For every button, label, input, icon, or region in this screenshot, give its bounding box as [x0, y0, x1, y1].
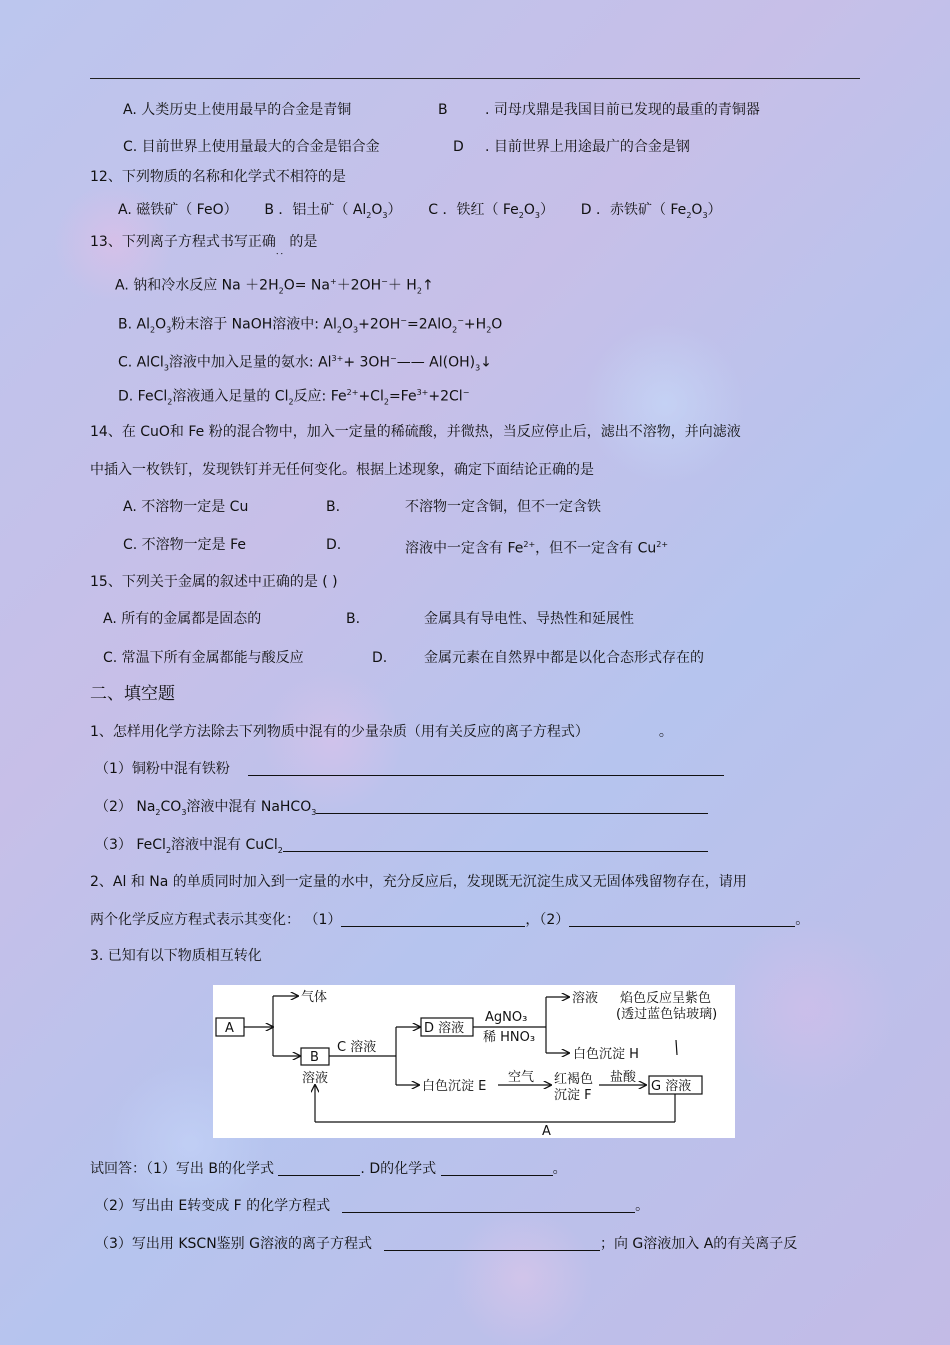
q15-option-a: A. 所有的金属都是固态的 — [103, 611, 262, 627]
f3-question-2: （2）写出由 E转变成 F 的化学方程式 。 — [95, 1198, 650, 1214]
node-solution: 溶液 — [572, 991, 599, 1006]
f1-answer-3-blank[interactable] — [283, 837, 708, 852]
label-air: 空气 — [508, 1070, 535, 1085]
label-agno3: AgNO₃ — [485, 1010, 528, 1025]
node-d: D 溶液 — [424, 1021, 465, 1036]
q15-stem: 15、下列关于金属的叙述中正确的是 ( ) — [90, 574, 338, 590]
node-white-h: 白色沉淀 H — [573, 1047, 639, 1062]
node-gas: 气体 — [301, 990, 328, 1005]
q15-option-b-letter: B. — [346, 611, 361, 627]
f2-answer-2-blank[interactable] — [569, 912, 795, 927]
header-rule — [90, 78, 860, 79]
f3-stem: 3. 已知有以下物质相互转化 — [90, 948, 262, 964]
f3-question-3: （3）写出用 KSCN鉴别 G溶液的离子方程式 ；向 G溶液加入 A的有关离子反 — [95, 1236, 798, 1252]
q12-option-a: A. 磁铁矿（ FeO） — [118, 202, 238, 218]
q11-option-d-letter: D — [453, 139, 464, 155]
q14-option-d-letter: D. — [326, 537, 342, 553]
q13-option-b: B. $Al_2O_3$粉末溶于 NaOH溶液中: $Al_2O_3+2OH^-=2AlO_2^-+H_2O$ — [118, 316, 503, 335]
f1-stem: 1、怎样用化学方法除去下列物质中混有的少量杂质（用有关反应的离子方程式） 。 — [90, 724, 673, 740]
q12-option-b: B ．铝土矿（ $Al_2O_3$） — [264, 202, 402, 220]
node-white-e: 白色沉淀 E — [422, 1079, 487, 1094]
q13-option-c: C. AlCl$_3$溶液中加入足量的氨水: $Al^{3+}+$ 3OH−—— $Al(OH)_3↓$ — [118, 354, 492, 373]
conversion-diagram — [213, 985, 735, 1138]
f3-question-1: 试回答：（1）写出 B的化学式 . D的化学式 。 — [90, 1161, 567, 1177]
section-title: 二、填空题 — [90, 684, 175, 704]
q14-option-a: A. 不溶物一定是 Cu — [123, 499, 249, 515]
q13-stem: 13、下列离子方程式书写正确$_{..}$的是 — [90, 234, 318, 257]
f1-answer-2-blank[interactable] — [316, 799, 708, 814]
node-a: A — [225, 1021, 234, 1036]
label-flame-1: 焰色反应呈紫色 — [620, 991, 712, 1006]
q12-option-c: C ．铁红（ $Fe_2O_3$） — [428, 202, 555, 220]
q11-option-b: . 司母戊鼎是我国目前已发现的最重的青铜器 — [485, 102, 760, 118]
q12-options — [118, 200, 722, 226]
q11-option-a: A. 人类历史上使用最早的合金是青铜 — [123, 102, 352, 118]
node-b: B — [310, 1050, 319, 1065]
f3-b-formula-blank[interactable] — [278, 1161, 360, 1176]
label-flame-2: (透过蓝色钴玻璃) — [616, 1007, 718, 1022]
q14-stem-line2: 中插入一枚铁钉，发现铁钉并无任何变化。根据上述现象，确定下面结论正确的是 — [90, 462, 594, 478]
f1-item-1: （1）铜粉中混有铁粉 — [95, 759, 724, 779]
f2-answer-1-blank[interactable] — [341, 912, 525, 927]
f1-item-3: （3） FeCl$_2$溶液中混有 CuCl$_2$ — [95, 835, 708, 861]
q15-option-c: C. 常温下所有金属都能与酸反应 — [103, 650, 304, 666]
f3-ionic-equation-blank[interactable] — [384, 1236, 600, 1251]
f3-equation-blank[interactable] — [342, 1198, 635, 1213]
q14-option-c: C. 不溶物一定是 Fe — [123, 537, 247, 553]
f1-item-2: （2） $Na_2CO_3$溶液中混有 NaHCO$_3$ — [95, 797, 708, 823]
q12-stem: 12、下列物质的名称和化学式不相符的是 — [90, 169, 346, 185]
q12-option-d: D ．赤铁矿（ $Fe_2O_3$） — [580, 202, 722, 220]
label-hcl: 盐酸 — [610, 1070, 637, 1085]
f1-answer-1-blank[interactable] — [248, 761, 724, 776]
q11-option-d: . 目前世界上用途最广的合金是钢 — [485, 139, 690, 155]
f3-d-formula-blank[interactable] — [441, 1161, 553, 1176]
node-g: G 溶液 — [651, 1079, 692, 1094]
q15-option-b: 金属具有导电性、导热性和延展性 — [424, 611, 634, 627]
label-c-solution: C 溶液 — [337, 1040, 377, 1055]
q14-option-d: 溶液中一定含有 $Fe^{2+}$，但不一定含有 $Cu^{2+}$ — [405, 540, 669, 557]
label-hno3: 稀 HNO₃ — [483, 1030, 536, 1045]
q14-option-b-letter: B. — [326, 499, 341, 515]
q11-option-c: C. 目前世界上使用量最大的合金是铝合金 — [123, 139, 380, 155]
label-bottom-a: A — [542, 1124, 551, 1138]
q15-option-d: 金属元素在自然界中都是以化合态形式存在的 — [424, 650, 704, 666]
node-red-brown-2: 沉淀 F — [554, 1088, 592, 1103]
f2-line1: 2、Al 和 Na 的单质同时加入到一定量的水中，充分反应后，发现既无沉淀生成又无固体残留物存在，请用 — [90, 874, 747, 890]
f2-line2: 两个化学反应方程式表示其变化： （1） ，（2） 。 — [90, 912, 810, 928]
q15-option-d-letter: D. — [372, 650, 388, 666]
q13-option-d: D. FeCl$_2$溶液通入足量的 $Cl_2$反应: $Fe^{2+}+Cl_2=Fe^{3+}+2Cl^-$ — [118, 388, 470, 407]
q13-option-a: A. 钠和冷水反应 $Na +2H_2O= Na^++2OH^-+$ $H_2↑$ — [115, 277, 434, 296]
q14-option-b: 不溶物一定含铜，但不一定含铁 — [405, 499, 601, 515]
q11-option-b-letter: B — [438, 102, 448, 118]
node-red-brown-1: 红褐色 — [554, 1072, 594, 1087]
node-b-solution: 溶液 — [302, 1071, 329, 1086]
q14-stem-line1: 14、在 CuO和 Fe 粉的混合物中，加入一定量的稀硫酸，并微热，当反应停止后，滤出不溶物，并向滤液 — [90, 424, 741, 440]
